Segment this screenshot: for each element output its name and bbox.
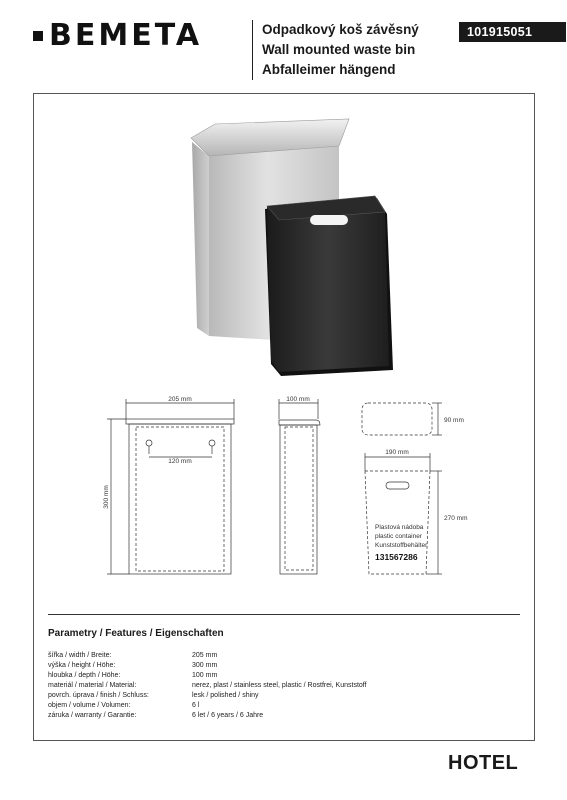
title-en: Wall mounted waste bin	[262, 42, 416, 57]
feature-value: 100 mm	[192, 672, 218, 679]
features-table	[48, 651, 367, 721]
feature-value: nerez, plast / stainless steel, plastic / Rostfrei, Kunststoff	[192, 682, 367, 689]
feature-value: 6 let / 6 years / 6 Jahre	[192, 712, 264, 719]
feature-value: 6 l	[192, 702, 200, 709]
container-top-view	[362, 403, 432, 435]
container-handle-outline	[386, 482, 409, 489]
side-body-outline	[280, 425, 317, 574]
section-divider	[48, 614, 520, 615]
container-label-en: plastic container	[375, 533, 422, 540]
height-label: 300 mm	[103, 485, 110, 509]
feature-label: výška / height / Höhe:	[48, 662, 116, 669]
title-cz: Odpadkový koš závěsný	[262, 22, 419, 37]
feature-row	[48, 671, 367, 681]
keyhole-left	[146, 440, 152, 446]
feature-value: lesk / polished / shiny	[192, 692, 259, 699]
feature-row	[48, 651, 367, 661]
feature-value: 300 mm	[192, 662, 218, 669]
feature-label: šířka / width / Breite:	[48, 652, 112, 659]
hole-spacing-label: 120 mm	[168, 458, 192, 465]
feature-label: hloubka / depth / Höhe:	[48, 672, 121, 679]
front-width-label: 205 mm	[168, 396, 192, 403]
product-titles	[262, 20, 419, 80]
container-height-label: 270 mm	[444, 515, 468, 522]
brand-logo	[33, 18, 202, 54]
front-lid-outline	[126, 419, 234, 424]
title-de: Abfalleimer hängend	[262, 62, 396, 77]
container-width-label: 190 mm	[385, 449, 409, 456]
side-depth-label: 100 mm	[286, 396, 310, 403]
category-label: HOTEL	[448, 752, 519, 774]
container-label-cz: Plastová nádoba	[375, 524, 424, 531]
side-inner-container	[285, 427, 313, 570]
technical-drawing	[34, 94, 536, 594]
feature-label: záruka / warranty / Garantie:	[48, 712, 137, 719]
feature-label: objem / volume / Volumen:	[48, 702, 131, 709]
front-body-outline	[129, 424, 231, 574]
top-depth-label: 90 mm	[444, 417, 464, 424]
feature-row	[48, 701, 367, 711]
feature-row	[48, 661, 367, 671]
features-title: Parametry / Features / Eigenschaften	[48, 628, 224, 639]
container-label-de: Kunststoffbehälter	[375, 542, 428, 549]
brand-name: BEMETA	[49, 18, 203, 53]
side-lid-outline	[279, 420, 320, 425]
feature-label: materiál / material / Material:	[48, 682, 137, 689]
feature-row	[48, 681, 367, 691]
feature-row	[48, 711, 367, 721]
feature-value: 205 mm	[192, 652, 218, 659]
product-sheet-frame	[33, 93, 535, 741]
feature-label: povrch. úprava / finish / Schluss:	[48, 692, 149, 699]
logo-square-icon	[33, 31, 43, 41]
feature-row	[48, 691, 367, 701]
container-code: 131567286	[375, 552, 418, 562]
keyhole-right	[209, 440, 215, 446]
product-code-badge: 101915051	[459, 22, 566, 42]
header-divider	[252, 20, 253, 80]
